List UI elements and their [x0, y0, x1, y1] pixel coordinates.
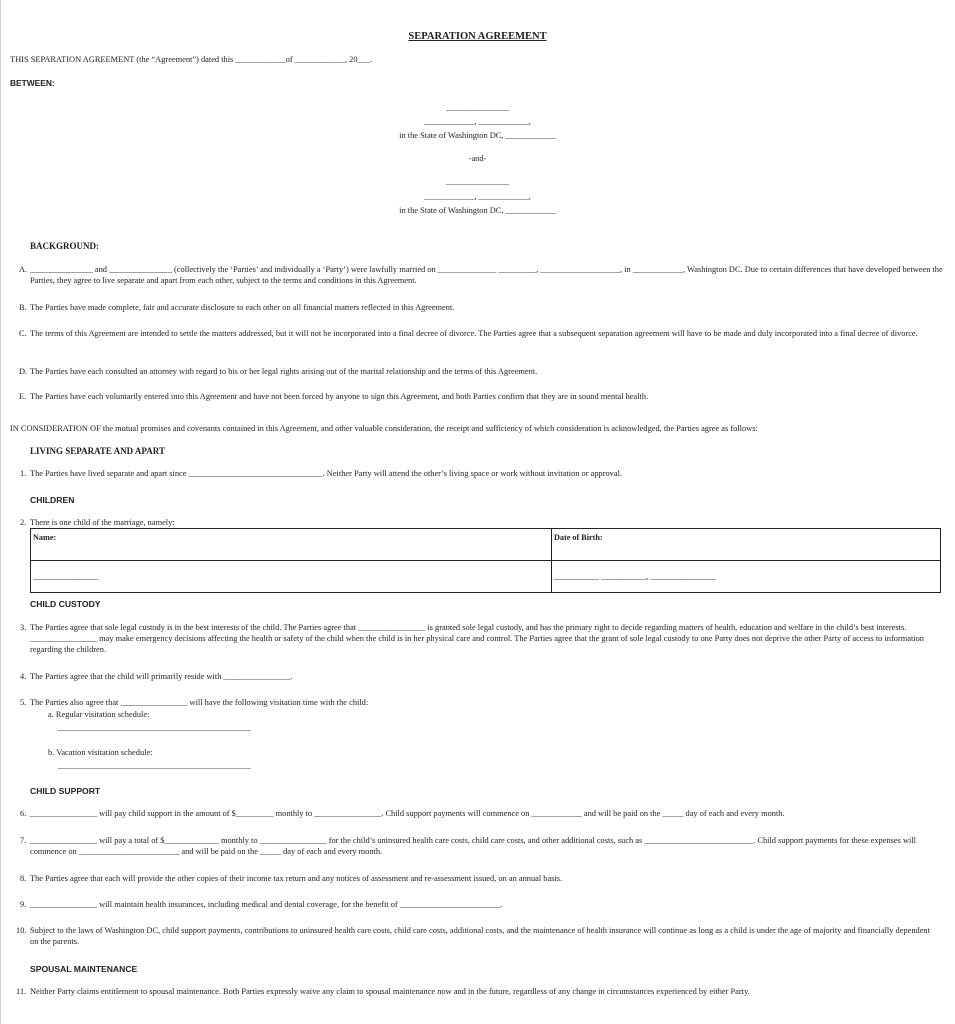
background-c-text: The terms of this Agreement are intended to settle the matters addressed, but it will not be incorporated into a final decree of divorce. The Parties agree that a subsequent separation agreement will have to be made and duly incorporated into a final decree of divorce. [30, 329, 918, 338]
clause-5-text: The Parties also agree that ________________ will have the following visitation time with the child: [30, 698, 369, 707]
clause-5b-label: b. Vacation visitation schedule: [48, 748, 153, 757]
and-separator: -and- [468, 154, 487, 163]
children-heading: CHILDREN [30, 495, 75, 505]
child-table-row [31, 561, 941, 593]
clause-5a-label: a. Regular visitation schedule: [48, 710, 150, 719]
clause-2-text: There is one child of the marriage, namely: [30, 518, 175, 527]
clause-6-number: 6. [20, 809, 27, 818]
background-e-label: E. [19, 392, 27, 401]
clause-7-text: ________________ will pay a total of $_____________ monthly to ________________ for the child’s uninsured health care costs, child care costs, and other additional costs, such as __________________________. Child support payments for these expenses will commence on ________________________ and will be paid on the _____ day of each and every month. [30, 836, 916, 856]
party2-state-line: in the State of Washington DC, ____________ [399, 206, 556, 215]
clause-7-number: 7. [20, 836, 27, 845]
clause-11-text: Neither Party claims entitlement to spousal maintenance. Both Parties expressly waive any claim to spousal maintenance now and in the future, regardless of any change in circumstances experienced by either Party. [30, 987, 750, 996]
background-a-label: A. [19, 265, 28, 274]
child-table-header-row [31, 529, 941, 561]
support-heading: CHILD SUPPORT [30, 786, 101, 796]
clause-9-number: 9. [20, 900, 27, 909]
consideration-paragraph: IN CONSIDERATION OF the mutual promises and covenants contained in this Agreement, and other valuable consideration, the receipt and sufficiency of which consideration is acknowledged, the Parties agree as follows: [10, 424, 758, 433]
clause-3-number: 3. [20, 623, 27, 632]
document-title: SEPARATION AGREEMENT [408, 31, 547, 42]
clause-11-number: 11. [16, 987, 27, 996]
background-heading: BACKGROUND: [30, 241, 99, 251]
clause-3-text: The Parties agree that sole legal custody is in the best interests of the child. The Parties agree that ________________ is granted sole legal custody, and has the primary right to decide regarding matters of health, education and welfare in the child’s best interests. ________________ may make emergency decisions affecting the health or safety of the child when the child is in her physical care and control. The Parties agree that the grant of sole legal custody to one Party does not deprive the other Party of access to information regarding the children. [30, 623, 924, 654]
background-a-text: _______________ and _______________ (collectively the ‘Parties’ and individually a ‘Party’) were lawfully married on ______________ _________, ___________________, in ____________, Washington DC. Due to certain differences that have developed between the Parties, they agree to live separate and apart from each other, subject to the terms and conditions in this Agreement. [30, 265, 943, 285]
clause-1-number: 1. [20, 469, 27, 478]
custody-heading: CHILD CUSTODY [30, 599, 101, 609]
clause-8-number: 8. [20, 874, 27, 883]
party2-name-line: _______________ [446, 177, 509, 186]
clause-2-number: 2. [20, 518, 27, 527]
party1-name-line: _______________ [446, 103, 509, 112]
clause-4-number: 4. [20, 672, 27, 681]
clause-8-text: The Parties agree that each will provide the other copies of their income tax return and any notices of assessment and re-assessment issued, on an annual basis. [30, 874, 563, 883]
background-c-label: C. [19, 329, 27, 338]
clause-6-text: ________________ will pay child support in the amount of $_________ monthly to ________________. Child support payments will commence on ____________ and will be paid on the _____ day of each and every month. [30, 809, 785, 818]
party1-state-line: in the State of Washington DC, ____________ [399, 131, 556, 140]
spousal-heading: SPOUSAL MAINTENANCE [30, 964, 138, 974]
clause-1-text: The Parties have lived separate and apart since ________________________________. Neither Party will attend the other’s living space or work without invitation or approval. [30, 469, 623, 478]
background-d-text: The Parties have each consulted an attorney with regard to his or her legal rights arising out of the marital relationship and the terms of this Agreement. [30, 367, 538, 376]
background-b-text: The Parties have made complete, fair and accurate disclosure to each other on all financial matters reflected in this Agreement. [30, 303, 455, 312]
living-heading: LIVING SEPARATE AND APART [30, 446, 165, 456]
child-table [30, 528, 941, 593]
intro-line: THIS SEPARATION AGREEMENT (the “Agreement”) dated this ____________of ____________, 20___. [10, 55, 373, 64]
child-name-value: ________________ [31, 561, 552, 593]
child-dob-header: Date of Birth: [552, 529, 941, 561]
clause-4-text: The Parties agree that the child will primarily reside with ________________. [30, 672, 293, 681]
between-label: BETWEEN: [10, 78, 55, 88]
child-name-header: Name: [31, 529, 552, 561]
clause-5-number: 5. [20, 698, 27, 707]
party1-address-line: ____________, ____________, [424, 117, 531, 126]
clause-10-text: Subject to the laws of Washington DC, child support payments, contributions to uninsured health care costs, child care costs, additional costs, and the maintenance of health insurance will continue as long as a child is under the age of majority and financially dependent on the parents. [30, 926, 930, 946]
clause-5b-line: ______________________________________________ [58, 761, 251, 770]
background-e-text: The Parties have each voluntarily entered into this Agreement and have not been forced by anyone to sign this Agreement, and both Parties confirm that they are in sound mental health. [30, 392, 649, 401]
child-dob-value: ___________ ___________, ________________ [552, 561, 941, 593]
clause-9-text: ________________ will maintain health insurances, including medical and dental coverage, for the benefit of ________________________. [30, 900, 503, 909]
background-b-label: B. [19, 303, 27, 312]
background-d-label: D. [19, 367, 28, 376]
clause-10-number: 10. [16, 926, 27, 935]
clause-5a-line: ______________________________________________ [58, 723, 251, 732]
party2-address-line: ____________, ____________, [424, 192, 531, 201]
